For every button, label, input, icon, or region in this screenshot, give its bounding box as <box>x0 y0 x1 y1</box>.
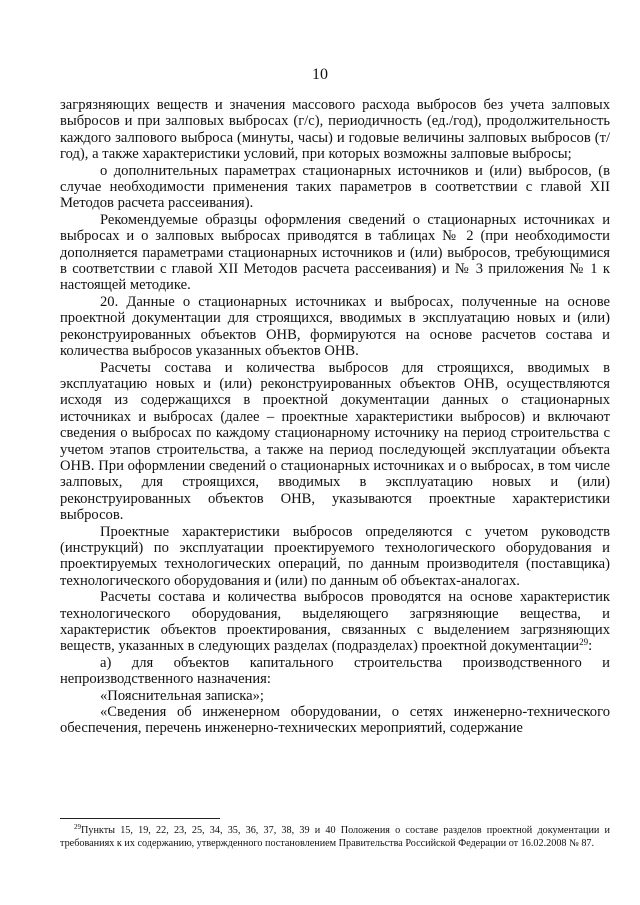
footnote-marker: 29 <box>74 823 81 831</box>
body-text <box>60 97 610 737</box>
paragraph-calculation-basis-text: Расчеты состава и количества выбросов проводятся на основе характеристик технологического оборудования, выделяющего загрязняющие вещества, и характеристик объектов проектирования, связанных с выделением загрязняющих веществ, указанных в следующих разделах (подразделах) проектной документации <box>60 589 610 655</box>
paragraph-recommended-forms: Рекомендуемые образцы оформления сведений о стационарных источниках и выбросах и о залповых выбросах приводятся в таблицах № 2 (при необходимости дополняется параметрами стационарных источников и (или) выбросов, требующимися в соответствии с главой XII Методов расчета рассеивания) и № 3 приложения № 1 к настоящей методике. <box>60 211 610 294</box>
paragraph-emission-calculations: Расчеты состава и количества выбросов для строящихся, вводимых в эксплуатацию новых и (или) реконструированных объектов ОНВ, осуществляются исходя из содержащихся в проектной документации данных о стационарных источниках и выбросах (далее – проектные характеристики выбросов) и включают сведения о выбросах по каждому стационарному источнику на период строительства с учетом этапов строительства, а также на период последующей эксплуатации объекта ОНВ. При оформлении сведений о стационарных источниках и о выбросах, в том числе залповых, для строящихся, вводимых в эксплуатацию новых и (или) реконструированных объектов ОНВ, указываются проектные характеристики выбросов. <box>60 359 610 524</box>
paragraph-additional-parameters: о дополнительных параметрах стационарных источников и (или) выбросов, (в случае необходимости применения таких параметров в соответствии с главой XII Методов расчета рассеивания). <box>60 162 610 212</box>
footnote-reference: 29 <box>579 637 589 648</box>
paragraph-subitem-a: а) для объектов капитального строительства производственного и непроизводственного назначения: <box>60 654 610 688</box>
paragraph-explanatory-note: «Пояснительная записка»; <box>100 687 264 704</box>
footnote-divider <box>60 818 220 819</box>
footnote <box>60 825 610 850</box>
paragraph-engineering-equipment: «Сведения об инженерном оборудовании, о сетях инженерно-технического обеспечения, перечень инженерно-технических мероприятий, содержание <box>60 704 610 737</box>
paragraph-calculation-basis-tail: : <box>588 638 593 655</box>
paragraph-calculation-basis <box>60 589 610 655</box>
page-number: 10 <box>312 66 328 83</box>
paragraph-design-characteristics: Проектные характеристики выбросов определяются с учетом руководств (инструкций) по эксплуатации проектируемого технологического оборудования и проектируемых технологических операций, по данным производителя (поставщика) технологического оборудования и (или) по данным об объектах-аналогах. <box>60 523 610 589</box>
footnote-text: Пункты 15, 19, 22, 23, 25, 34, 35, 36, 37, 38, 39 и 40 Положения о составе разделов проектной документации и требованиях к их содержанию, утвержденного постановлением Правительства Российской Федерации от 16.02.2008 № 87. <box>60 825 610 849</box>
paragraph-item-20: 20. Данные о стационарных источниках и выбросах, полученные на основе проектной документации для строящихся, вводимых в эксплуатацию новых и (или) реконструированных объектов ОНВ, формируются на основе расчетов состава и количества выбросов указанных объектов ОНВ. <box>60 293 610 360</box>
paragraph-emissions-list: загрязняющих веществ и значения массового расхода выбросов без учета залповых выбросов и при залповых выбросах (г/с), периодичность (ед./год), продолжительность каждого залпового выброса (минуты, часы) и годовые величины залповых выбросов (т/год), а также характеристики условий, при которых возможны залповые выбросы; <box>60 97 610 163</box>
